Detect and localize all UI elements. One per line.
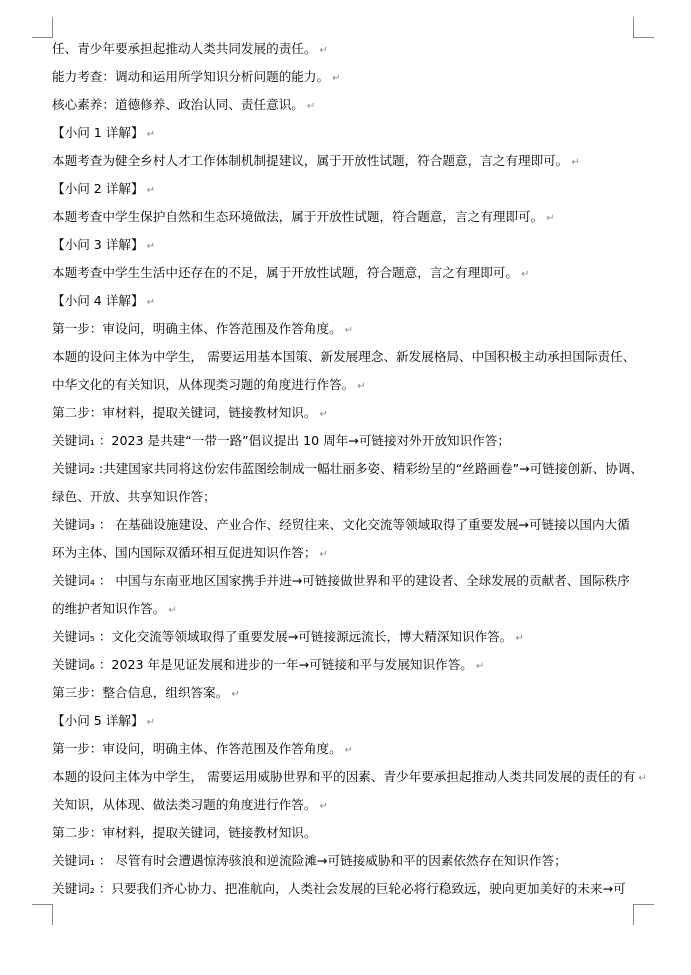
paragraph-mark-icon: ↵: [332, 73, 341, 84]
text-line-content: 关键词₆ ：2023 年是见证发展和进步的一年→可链接和平与发展知识作答。: [52, 657, 473, 672]
text-line-content: 关键词₂ :共建国家共同将这份宏伟蓝图绘制成一幅壮丽多姿、精彩纷呈的“丝路画卷”→可链接创新、协调、: [52, 461, 644, 476]
text-line-content: 第一步：审设问，明确主体、作答范围及作答角度。: [52, 741, 342, 756]
text-line: [52, 433, 642, 449]
text-line: [52, 405, 642, 423]
text-line: [52, 41, 642, 59]
text-line: [52, 265, 642, 283]
text-line: [52, 853, 642, 869]
paragraph-mark-icon: ↵: [515, 633, 524, 644]
crop-mark-bottom-left: [32, 904, 53, 925]
text-line-content: 核心素养：道德修养、政治认同、责任意识。: [52, 97, 304, 112]
paragraph-mark-icon: ↵: [306, 101, 316, 112]
text-line-content: 的维护者知识作答。: [52, 601, 166, 616]
text-line: [52, 69, 642, 87]
text-line: [52, 237, 642, 255]
paragraph-mark-icon: ↵: [344, 745, 354, 756]
text-line-content: 关知识，从体现、做法类习题的角度进行作答。: [52, 797, 317, 812]
paragraph-mark-icon: ↵: [146, 297, 155, 308]
text-line: [52, 293, 642, 311]
text-line-content: 中华文化的有关知识，从体现类习题的角度进行作答。: [52, 377, 355, 392]
paragraph-mark-icon: ↵: [638, 773, 647, 784]
paragraph-mark-icon: ↵: [319, 45, 328, 56]
paragraph-mark-icon: ↵: [357, 381, 366, 392]
text-line-content: 关键词₃ ： 在基础设施建设、产业合作、经贸往来、文化交流等领域取得了重要发展→可链接以国内大循: [52, 517, 630, 532]
text-line: [52, 713, 642, 731]
text-line-content: 关键词₂ ：只要我们齐心协力、把准航向，人类社会发展的巨轮必将行稳致远，驶向更加美好的未来→可: [52, 881, 626, 896]
text-line-content: 本题的设问主体为中学生， 需要运用威胁世界和平的因素、青少年要承担起推动人类共同发展的责任的有: [52, 769, 636, 784]
text-line: [52, 629, 642, 647]
text-line-content: 关键词₁ ：2023 是共建“一带一路”倡议提出 10 周年→可链接对外开放知识作答；: [52, 433, 510, 448]
paragraph-mark-icon: ↵: [344, 325, 354, 336]
crop-mark-top-left: [32, 17, 53, 38]
text-line: [52, 517, 642, 533]
text-line-content: 本题的设问主体为中学生， 需要运用基本国策、新发展理念、新发展格局、中国积极主动承担国际责任、: [52, 349, 636, 364]
text-line: [52, 769, 647, 787]
text-line: [52, 209, 642, 227]
text-line: [52, 181, 642, 199]
text-line: [52, 349, 642, 365]
paragraph-mark-icon: ↵: [319, 801, 328, 812]
text-line: [52, 825, 642, 841]
text-line-content: 环为主体、国内国际双循环相互促进知识作答；: [52, 545, 317, 560]
text-line-content: 关键词₁ ： 尽管有时会遭遇惊涛骇浪和逆流险滩→可链接威胁和平的因素依然存在知识作答；: [52, 853, 567, 868]
text-line: [52, 153, 642, 171]
paragraph-mark-icon: ↵: [146, 129, 155, 140]
text-line: [52, 489, 642, 505]
paragraph-mark-icon: ↵: [146, 185, 155, 196]
text-line-content: 能力考查：调动和运用所学知识分析问题的能力。: [52, 69, 330, 84]
paragraph-mark-icon: ↵: [231, 689, 240, 700]
text-line: [52, 321, 642, 339]
text-line: [52, 601, 642, 619]
paragraph-mark-icon: ↵: [475, 661, 485, 672]
text-line: [52, 685, 642, 703]
text-line: [52, 797, 642, 815]
text-line: [52, 545, 642, 563]
text-line-content: 绿色、开放、共享知识作答；: [52, 489, 216, 504]
text-line: [52, 377, 642, 395]
paragraph-mark-icon: ↵: [571, 157, 580, 168]
text-line-content: 任、青少年要承担起推动人类共同发展的责任。: [52, 41, 317, 56]
text-line: [52, 657, 642, 675]
paragraph-mark-icon: ↵: [520, 269, 530, 280]
text-line: [52, 97, 642, 115]
text-line-content: 本题考查为健全乡村人才工作体制机制提建议，属于开放性试题，符合题意，言之有理即可。: [52, 153, 569, 168]
text-line-content: 第二步：审材料，提取关键词，链接教材知识。: [52, 825, 317, 840]
crop-mark-bottom-right: [633, 904, 654, 925]
text-line: [52, 573, 642, 589]
text-line: [52, 741, 642, 759]
crop-mark-top-right: [633, 17, 654, 38]
paragraph-mark-icon: ↵: [319, 549, 328, 560]
text-line-content: 第二步：审材料，提取关键词，链接教材知识。: [52, 405, 317, 420]
text-line-content: 关键词₄ ： 中国与东南亚地区国家携手并进→可链接做世界和平的建设者、全球发展的贡献者、国际秩序: [52, 573, 630, 588]
text-line: [52, 125, 642, 143]
paragraph-mark-icon: ↵: [146, 241, 155, 252]
text-line-content: 【小问 2 详解】: [52, 181, 144, 196]
text-line-content: 【小问 3 详解】: [52, 237, 144, 252]
paragraph-mark-icon: ↵: [546, 213, 555, 224]
text-line-content: 关键词₅ ：文化交流等领域取得了重要发展→可链接源远流长，博大精深知识作答。: [52, 629, 513, 644]
paragraph-mark-icon: ↵: [319, 409, 328, 420]
text-line-content: 本题考查中学生生活中还存在的不足，属于开放性试题，符合题意，言之有理即可。: [52, 265, 518, 280]
text-line-content: 【小问 1 详解】: [52, 125, 144, 140]
text-line-content: 本题考查中学生保护自然和生态环境做法，属于开放性试题，符合题意，言之有理即可。: [52, 209, 544, 224]
paragraph-mark-icon: ↵: [146, 717, 155, 728]
text-line-content: 【小问 4 详解】: [52, 293, 144, 308]
text-line-content: 第一步：审设问，明确主体、作答范围及作答角度。: [52, 321, 342, 336]
text-line-content: 【小问 5 详解】: [52, 713, 144, 728]
paragraph-mark-icon: ↵: [168, 605, 177, 616]
text-line: [52, 461, 642, 477]
text-line-content: 第三步：整合信息，组织答案。: [52, 685, 229, 700]
text-line: [52, 881, 642, 897]
